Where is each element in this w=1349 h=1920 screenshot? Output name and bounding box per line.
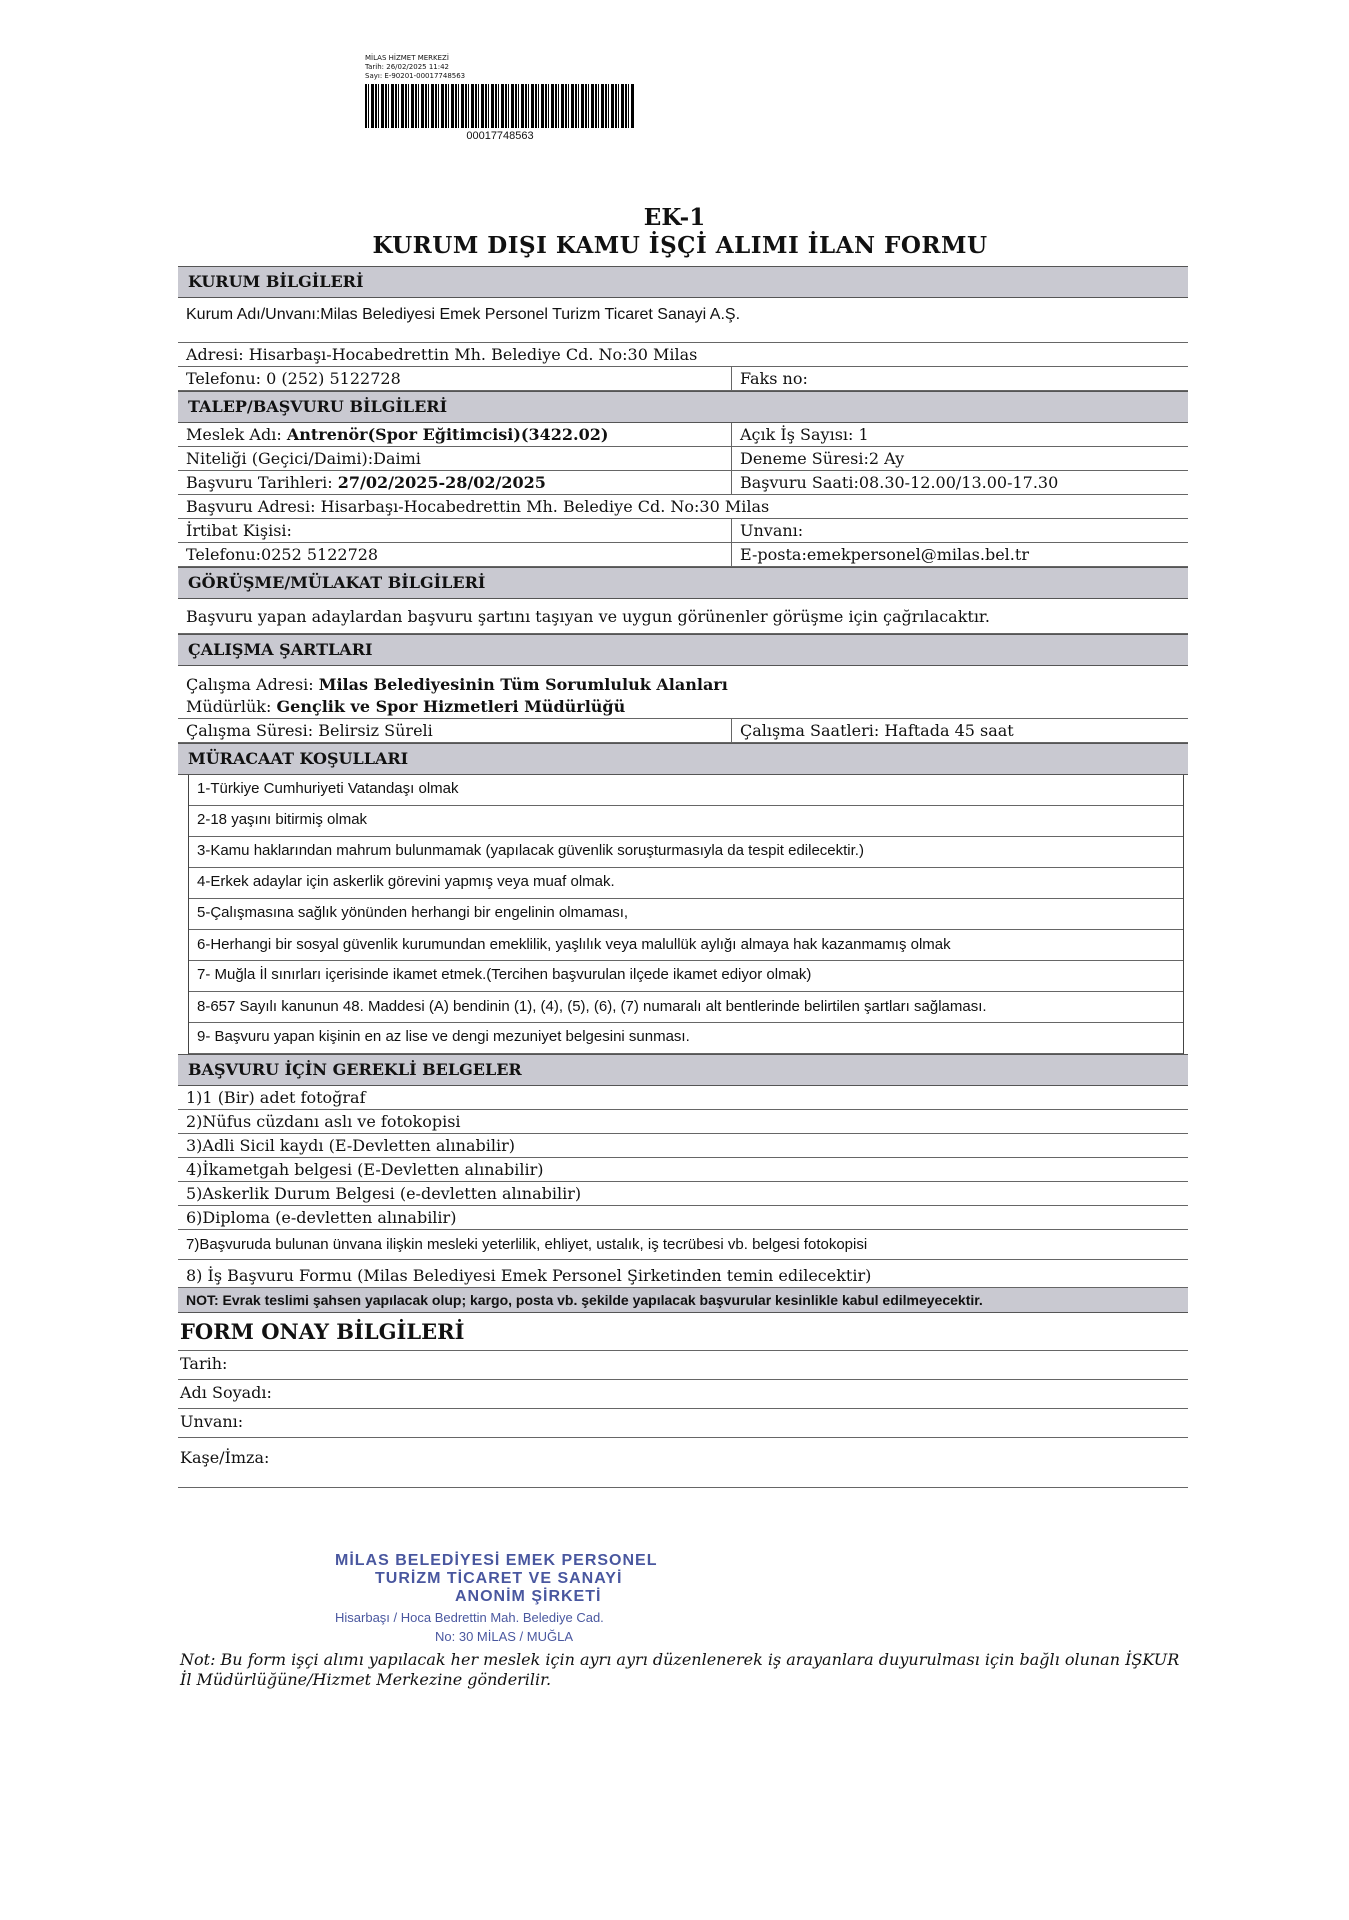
stamp-date: Tarih: 26/02/2025 11:42 — [365, 63, 449, 71]
kurum-address: Adresi: Hisarbaşı-Hocabedrettin Mh. Belediye Cd. No:30 Milas — [186, 345, 698, 364]
kurum-phone-row — [178, 367, 1188, 391]
mudurluk — [186, 696, 1180, 718]
company-stamp-line4: Hisarbaşı / Hoca Bedrettin Mah. Belediye Cad. — [335, 1610, 604, 1625]
belgeler-list — [178, 1086, 1188, 1288]
form-code: EK-1 — [643, 204, 706, 231]
barcode-number: 00017748563 — [466, 130, 534, 142]
list-item: 1)1 (Bir) adet fotoğraf — [178, 1086, 1188, 1110]
onay-unvan-row — [178, 1409, 1188, 1438]
deneme-suresi: Deneme Süresi:2 Ay — [731, 447, 1188, 470]
section-calisma-header: ÇALIŞMA ŞARTLARI — [178, 634, 1188, 666]
stamp-office: MİLAS HİZMET MERKEZİ — [365, 54, 449, 62]
list-item: 3)Adli Sicil kaydı (E-Devletten alınabilir) — [178, 1134, 1188, 1158]
kurum-fax: Faks no: — [731, 367, 1188, 390]
gorusme-row — [178, 599, 1188, 634]
onay-ad-row — [178, 1380, 1188, 1409]
onay-kase-label: Kaşe/İmza: — [180, 1448, 270, 1467]
onay-ad-label: Adı Soyadı: — [180, 1383, 272, 1402]
calisma-adresi-label: Çalışma Adresi: — [186, 675, 319, 694]
basvuru-adres-row — [178, 495, 1188, 519]
meslek-label: Meslek Adı: — [186, 425, 287, 444]
gorusme-text: Başvuru yapan adaylardan başvuru şartını taşıyan ve uygun görünenler görüşme için çağrılacaktır. — [186, 607, 990, 626]
irtibat-unvan: Unvanı: — [731, 519, 1188, 542]
mudurluk-label: Müdürlük: — [186, 697, 277, 716]
calisma-sure-row — [178, 718, 1188, 743]
list-item: 7- Muğla İl sınırları içerisinde ikamet etmek.(Tercihen başvurulan ilçede ikamet ediyor olmak) — [189, 961, 1183, 992]
irtibat-row — [178, 519, 1188, 543]
irtibat-telefon: Telefonu:0252 5122728 — [186, 545, 379, 564]
list-item: 9- Başvuru yapan kişinin en az lise ve dengi mezuniyet belgesini sunması. — [189, 1023, 1183, 1054]
irtibat-kisisi: İrtibat Kişisi: — [186, 521, 292, 540]
calisma-adresi — [186, 674, 1180, 696]
calisma-saatleri: Çalışma Saatleri: Haftada 45 saat — [731, 719, 1188, 742]
kurum-name: Kurum Adı/Unvanı:Milas Belediyesi Emek Personel Turizm Ticaret Sanayi A.Ş. — [186, 306, 741, 323]
list-item: 5-Çalışmasına sağlık yönünden herhangi bir engelinin olmaması, — [189, 899, 1183, 930]
meslek-value: Antrenör(Spor Eğitimcisi)(3422.02) — [286, 425, 609, 444]
evrak-note: NOT: Evrak teslimi şahsen yapılacak olup; kargo, posta vb. şekilde yapılacak başvurular kesinlikle kabul edilmeyecektir. — [178, 1288, 1188, 1313]
kurum-name-row — [178, 298, 1188, 343]
meslek-cell — [178, 423, 731, 446]
basvuru-saati: Başvuru Saati:08.30-12.00/13.00-17.30 — [731, 471, 1188, 494]
barcode-icon — [365, 84, 635, 128]
irtibat-eposta: E-posta:emekpersonel@milas.bel.tr — [731, 543, 1188, 566]
meslek-row — [178, 423, 1188, 447]
section-gorusme-header: GÖRÜŞME/MÜLAKAT BİLGİLERİ — [178, 567, 1188, 599]
niteligi: Niteliği (Geçici/Daimi):Daimi — [186, 449, 421, 468]
basvuru-tarih-row — [178, 471, 1188, 495]
list-item: 1-Türkiye Cumhuriyeti Vatandaşı olmak — [189, 775, 1183, 806]
section-talep-header: TALEP/BAŞVURU BİLGİLERİ — [178, 391, 1188, 423]
basvuru-adresi: Başvuru Adresi: Hisarbaşı-Hocabedrettin Mh. Belediye Cd. No:30 Milas — [186, 497, 770, 516]
company-stamp-line5: No: 30 MİLAS / MUĞLA — [435, 1629, 573, 1644]
basvuru-tarih-value: 27/02/2025-28/02/2025 — [337, 473, 546, 492]
list-item: 8) İş Başvuru Formu (Milas Belediyesi Emek Personel Şirketinden temin edilecektir) — [178, 1260, 1188, 1288]
list-item: 7)Başvuruda bulunan ünvana ilişkin mesleki yeterlilik, ehliyet, ustalık, iş tecrübesi vb. belgesi fotokopisi — [178, 1230, 1188, 1260]
company-stamp — [335, 1552, 657, 1644]
iletisim-row — [178, 543, 1188, 567]
basvuru-tarih-label: Başvuru Tarihleri: — [186, 473, 338, 492]
section-belgeler-header: BAŞVURU İÇİN GEREKLİ BELGELER — [178, 1054, 1188, 1086]
onay-unvan-label: Unvanı: — [180, 1412, 244, 1431]
company-stamp-line2: TURİZM TİCARET VE SANAYİ — [375, 1570, 623, 1587]
list-item: 6-Herhangi bir sosyal güvenlik kurumundan emeklilik, yaşlılık veya malullük aylığı almaya hak kazanmamış olmak — [189, 930, 1183, 961]
section-kurum-header: KURUM BİLGİLERİ — [178, 266, 1188, 298]
calisma-adresi-value: Milas Belediyesinin Tüm Sorumluluk Alanları — [318, 675, 728, 694]
list-item: 2)Nüfus cüzdanı aslı ve fotokopisi — [178, 1110, 1188, 1134]
section-onay-header: FORM ONAY BİLGİLERİ — [180, 1319, 465, 1344]
list-item: 8-657 Sayılı kanunun 48. Maddesi (A) bendinin (1), (4), (5), (6), (7) numaralı alt bentlerinde belirtilen şartları sağlaması. — [189, 992, 1183, 1023]
calisma-suresi: Çalışma Süresi: Belirsiz Süreli — [186, 721, 433, 740]
section-muracaat-header: MÜRACAAT KOŞULLARI — [178, 743, 1188, 775]
onay-tarih-label: Tarih: — [180, 1354, 228, 1373]
calisma-details — [178, 666, 1188, 718]
basvuru-tarih-cell — [178, 471, 731, 494]
acik-is-sayisi: Açık İş Sayısı: 1 — [731, 423, 1188, 446]
list-item: 3-Kamu haklarından mahrum bulunmamak (yapılacak güvenlik soruşturmasıyla da tespit edilecektir.) — [189, 837, 1183, 868]
footer-note: Not: Bu form işçi alımı yapılacak her meslek için ayrı ayrı düzenlenerek iş arayanlara duyurulması için bağlı olunan İŞKUR İl Müdürlüğüne/Hizmet Merkezine gönderilir. — [180, 1650, 1180, 1689]
onay-kase-row — [178, 1438, 1188, 1488]
list-item: 2-18 yaşını bitirmiş olmak — [189, 806, 1183, 837]
mudurluk-value: Gençlik ve Spor Hizmetleri Müdürlüğü — [276, 697, 626, 716]
announcement-form — [178, 266, 1188, 1488]
kurum-address-row — [178, 343, 1188, 367]
list-item: 6)Diploma (e-devletten alınabilir) — [178, 1206, 1188, 1230]
stamp-number: Sayı: E-90201-00017748563 — [365, 72, 466, 80]
company-stamp-line1: MİLAS BELEDİYESİ EMEK PERSONEL — [335, 1552, 658, 1569]
page-title: KURUM DIŞI KAMU İŞÇİ ALIMI İLAN FORMU — [372, 232, 988, 259]
registry-stamp — [365, 54, 645, 142]
company-stamp-line3: ANONİM ŞİRKETİ — [455, 1588, 602, 1605]
list-item: 4-Erkek adaylar için askerlik görevini yapmış veya muaf olmak. — [189, 868, 1183, 899]
muracaat-list — [188, 775, 1184, 1054]
onay-tarih-row — [178, 1350, 1188, 1380]
list-item: 5)Askerlik Durum Belgesi (e-devletten alınabilir) — [178, 1182, 1188, 1206]
nitelik-row — [178, 447, 1188, 471]
kurum-phone: Telefonu: 0 (252) 5122728 — [186, 369, 401, 388]
list-item: 4)İkametgah belgesi (E-Devletten alınabilir) — [178, 1158, 1188, 1182]
